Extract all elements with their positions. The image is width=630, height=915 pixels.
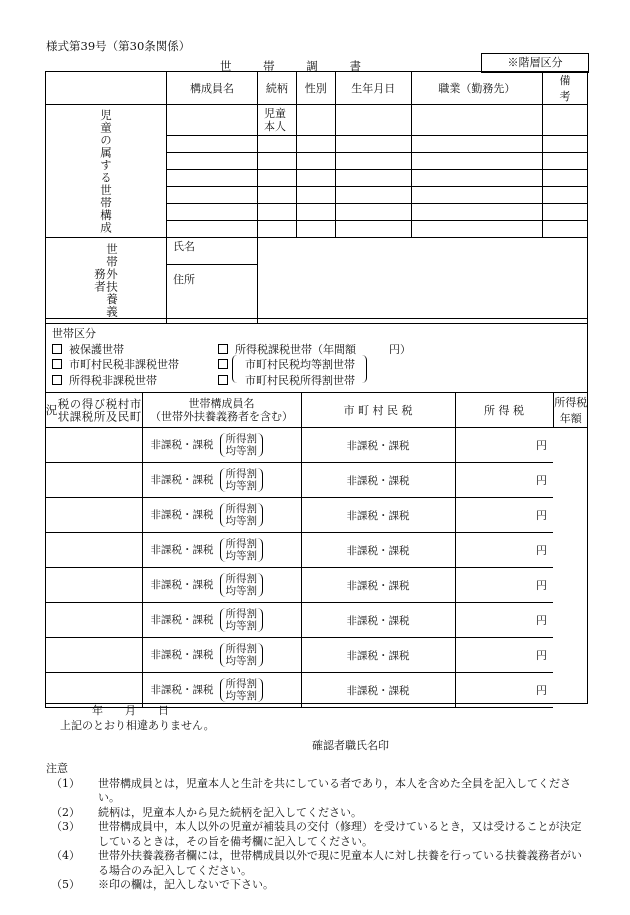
brace-right bbox=[362, 355, 367, 383]
note-item: （4） 世帯外扶養義務者欄には，世帯構成員以外で現に児童本人に対し扶養を行っている扶養義務者がいる場合のみ記入してください。 bbox=[51, 849, 582, 877]
tax-member-cell[interactable] bbox=[46, 568, 143, 603]
tax-side-label: 市町村民税及び所得税の課税状況 bbox=[46, 393, 143, 428]
income-tax-cell[interactable]: 非課税・課税 bbox=[301, 498, 455, 533]
col-gender: 性別 bbox=[296, 72, 335, 105]
split-bracket: 所得割 均等割 bbox=[220, 468, 264, 492]
category-income-levy[interactable]: 市町村民税所得割世帯 bbox=[218, 372, 355, 388]
member-name-cell[interactable] bbox=[167, 153, 258, 170]
split-bracket: 所得割 均等割 bbox=[220, 433, 264, 457]
col-member: 世帯構成員名 （世帯外扶養義務者を含む） bbox=[142, 393, 301, 428]
tax-row bbox=[46, 498, 589, 533]
category-title: 世帯区分 bbox=[52, 327, 96, 340]
annual-tax-cell[interactable]: 円 bbox=[455, 533, 553, 568]
municipal-tax-cell[interactable]: 非課税・課税 所得割 均等割 bbox=[142, 673, 301, 708]
col-birthdate: 生年月日 bbox=[335, 72, 411, 105]
notes-title: 注意 bbox=[46, 762, 68, 775]
checkbox[interactable] bbox=[218, 375, 228, 385]
col-member-name: 構成員名 bbox=[167, 72, 258, 105]
confirmation-statement: 上記のとおり相違ありません。 bbox=[60, 719, 215, 732]
tax-table bbox=[45, 392, 588, 708]
income-tax-cell[interactable]: 非課税・課税 bbox=[301, 463, 455, 498]
page-title: 世 帯 調 書 bbox=[220, 59, 375, 73]
tax-row bbox=[46, 428, 589, 463]
checkbox[interactable] bbox=[52, 344, 62, 354]
note-item: （2） 続柄は，児童本人から見た続柄を記入してください。 bbox=[51, 805, 362, 819]
support-side-label: 世帯外扶養義務者 bbox=[46, 238, 167, 324]
income-tax-cell[interactable]: 非課税・課税 bbox=[301, 638, 455, 673]
category-per-capita[interactable]: 市町村民税均等割世帯 bbox=[218, 356, 355, 372]
annual-tax-cell[interactable]: 円 bbox=[455, 603, 553, 638]
annual-tax-cell[interactable]: 円 bbox=[455, 673, 553, 708]
category-income-taxed[interactable]: 所得税課税世帯（年間額 円） bbox=[218, 341, 411, 357]
split-bracket: 所得割 均等割 bbox=[220, 643, 264, 667]
municipal-tax-cell[interactable]: 非課税・課税 所得割 均等割 bbox=[142, 638, 301, 673]
checkbox[interactable] bbox=[218, 359, 228, 369]
tax-row bbox=[46, 533, 589, 568]
support-name-label: 氏名 bbox=[167, 238, 258, 265]
income-tax-cell[interactable]: 非課税・課税 bbox=[301, 533, 455, 568]
member-name-cell[interactable] bbox=[167, 170, 258, 187]
category-municipal-exempt[interactable]: 市町村民税非課税世帯 bbox=[52, 356, 179, 372]
split-bracket: 所得割 均等割 bbox=[220, 678, 264, 702]
tax-row bbox=[46, 603, 589, 638]
annual-tax-cell[interactable]: 円 bbox=[455, 428, 553, 463]
members-side-label: 児童の属する世帯構成 bbox=[46, 105, 167, 238]
support-info-area[interactable] bbox=[258, 238, 588, 324]
municipal-tax-cell[interactable]: 非課税・課税 所得割 均等割 bbox=[142, 498, 301, 533]
col-occupation: 職業（勤務先） bbox=[411, 72, 542, 105]
income-tax-cell[interactable]: 非課税・課税 bbox=[301, 603, 455, 638]
household-table bbox=[45, 71, 604, 324]
checkbox[interactable] bbox=[52, 359, 62, 369]
tax-member-cell[interactable] bbox=[46, 498, 143, 533]
member-name-cell[interactable] bbox=[167, 204, 258, 221]
member-name-cell[interactable] bbox=[167, 221, 258, 238]
municipal-tax-cell[interactable]: 非課税・課税 所得割 均等割 bbox=[142, 533, 301, 568]
col-relation: 続柄 bbox=[258, 72, 297, 105]
category-protected[interactable]: 被保護世帯 bbox=[52, 341, 124, 357]
col-income-tax: 所 得 税 bbox=[455, 393, 553, 428]
tax-row bbox=[46, 463, 589, 498]
tax-member-cell[interactable] bbox=[46, 603, 143, 638]
income-tax-cell[interactable]: 非課税・課税 bbox=[301, 673, 455, 708]
notes bbox=[46, 762, 582, 893]
checkbox[interactable] bbox=[52, 375, 62, 385]
form-number: 様式第39号（第30条関係） bbox=[46, 39, 191, 53]
municipal-tax-cell[interactable]: 非課税・課税 所得割 均等割 bbox=[142, 603, 301, 638]
tax-member-cell[interactable] bbox=[46, 428, 143, 463]
tax-member-cell[interactable] bbox=[46, 638, 143, 673]
annual-tax-cell[interactable]: 円 bbox=[455, 498, 553, 533]
municipal-tax-cell[interactable]: 非課税・課税 所得割 均等割 bbox=[142, 463, 301, 498]
col-remarks: 備 考 bbox=[543, 72, 588, 105]
income-tax-cell[interactable]: 非課税・課税 bbox=[301, 568, 455, 603]
tax-row bbox=[46, 568, 589, 603]
note-item: （3） 世帯構成員中，本人以外の児童が補装具の交付（修理）を受けているとき，又は受けることが決定しているときは，その旨を備考欄に記入してください。 bbox=[51, 820, 582, 848]
support-address-label: 住所 bbox=[167, 265, 258, 324]
municipal-tax-cell[interactable]: 非課税・課税 所得割 均等割 bbox=[142, 568, 301, 603]
member-name-cell[interactable] bbox=[167, 105, 258, 136]
relation-self: 児童本人 bbox=[258, 105, 297, 136]
split-bracket: 所得割 均等割 bbox=[220, 608, 264, 632]
income-tax-cell[interactable]: 非課税・課税 bbox=[301, 428, 455, 463]
note-item: （5） ※印の欄は，記入しないで下さい。 bbox=[51, 878, 274, 891]
brace-left bbox=[232, 355, 237, 383]
category-income-exempt[interactable]: 所得税非課税世帯 bbox=[52, 372, 157, 388]
tax-row bbox=[46, 638, 589, 673]
note-item: （1） 世帯構成員とは，児童本人と生計を共にしている者であり，本人を含めた全員を記入してください。 bbox=[51, 776, 571, 804]
tax-member-cell[interactable] bbox=[46, 533, 143, 568]
split-bracket: 所得割 均等割 bbox=[220, 503, 264, 527]
member-name-cell[interactable] bbox=[167, 136, 258, 153]
split-bracket: 所得割 均等割 bbox=[220, 573, 264, 597]
tax-member-cell[interactable] bbox=[46, 463, 143, 498]
member-name-cell[interactable] bbox=[167, 187, 258, 204]
municipal-tax-cell[interactable]: 非課税・課税 所得割 均等割 bbox=[142, 428, 301, 463]
col-municipal-tax: 市 町 村 民 税 bbox=[301, 393, 455, 428]
annual-tax-cell[interactable]: 円 bbox=[455, 463, 553, 498]
annual-tax-cell[interactable]: 円 bbox=[455, 638, 553, 673]
checkbox[interactable] bbox=[218, 344, 228, 354]
date-line: 年 月 日 bbox=[92, 704, 169, 717]
class-field-label: ※階層区分 bbox=[481, 53, 589, 73]
officer-seal: 確認者職氏名印 bbox=[312, 739, 389, 752]
split-bracket: 所得割 均等割 bbox=[220, 538, 264, 562]
col-annual-tax: 所得税年額 bbox=[553, 393, 588, 428]
annual-tax-cell[interactable]: 円 bbox=[455, 568, 553, 603]
